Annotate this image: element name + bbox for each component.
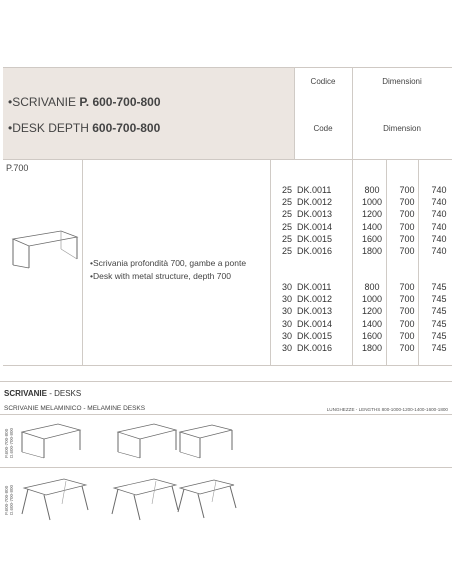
title-english: •DESK DEPTH 600-700-800 <box>8 121 161 135</box>
code-cell: DK.0016 <box>297 343 333 353</box>
height-cell: 745 <box>431 318 447 329</box>
width-cell: 1000 <box>361 294 383 305</box>
lengths-note: LUNGHEZZE - LENGTHS 800-1000-1200-1400-1600-1800 <box>326 407 448 412</box>
height-cell: 740 <box>431 246 447 256</box>
height-cell: 740 <box>431 185 447 195</box>
depth-cell: 700 <box>399 233 415 244</box>
code-cell: DK.0014 <box>297 221 333 232</box>
width-cell: 1800 <box>361 343 383 353</box>
quantity-cell: 25 <box>281 185 292 195</box>
desk-bridge-small <box>18 420 90 462</box>
height-cell: 740 <box>431 197 447 208</box>
depth-cell: 700 <box>399 330 415 341</box>
width-cell: 1400 <box>361 318 383 329</box>
description-english: •Desk with metal structure, depth 700 <box>90 271 231 281</box>
code-cell: DK.0013 <box>297 209 333 220</box>
table-row <box>3 319 452 331</box>
quantity-cell: 30 <box>281 330 292 341</box>
width-cell: 1400 <box>361 221 383 232</box>
quantity-cell: 25 <box>281 246 292 256</box>
depth-cell: 700 <box>399 282 415 292</box>
depth-cell: 700 <box>399 185 415 195</box>
section-title: SCRIVANIE - DESKS <box>4 389 82 398</box>
height-cell: 745 <box>431 343 447 353</box>
depth-cell: 700 <box>399 209 415 220</box>
height-cell: 740 <box>431 221 447 232</box>
width-cell: 800 <box>364 282 380 292</box>
quantity-cell: 25 <box>281 197 292 208</box>
code-cell: DK.0011 <box>297 185 332 195</box>
table-row <box>3 222 452 234</box>
table-row <box>3 246 452 258</box>
table-row <box>3 282 452 294</box>
height-cell: 745 <box>431 282 447 292</box>
table-row <box>3 197 452 209</box>
depth-cell: 700 <box>399 294 415 305</box>
section-divider <box>0 414 452 415</box>
code-cell: DK.0015 <box>297 233 333 244</box>
depth-label-vertical: D.600-700-800 <box>9 427 14 458</box>
code-cell: DK.0012 <box>297 197 333 208</box>
width-cell: 800 <box>364 185 380 195</box>
desk-bridge-large <box>176 420 248 462</box>
code-cell: DK.0014 <box>297 318 333 329</box>
title-italian: •SCRIVANIE P. 600-700-800 <box>8 95 161 109</box>
height-cell: 745 <box>431 330 447 341</box>
quantity-cell: 30 <box>281 282 292 292</box>
depth-label-vertical: P.600-700-800 <box>4 485 9 515</box>
desk-angled-large <box>174 474 254 524</box>
table-row <box>3 306 452 318</box>
section-divider <box>0 381 452 382</box>
depth-cell: 700 <box>399 318 415 329</box>
divider <box>294 67 295 160</box>
quantity-cell: 25 <box>281 209 292 220</box>
description-italian: •Scrivania profondità 700, gambe a ponte <box>90 258 247 268</box>
height-cell: 740 <box>431 209 447 220</box>
table-row <box>3 185 452 197</box>
depth-cell: 700 <box>399 343 415 353</box>
width-cell: 1000 <box>361 197 383 208</box>
quantity-cell: 25 <box>281 221 292 232</box>
code-cell: DK.0011 <box>297 282 332 292</box>
table-row <box>3 343 452 355</box>
depth-cell: 700 <box>399 221 415 232</box>
width-cell: 1200 <box>361 306 383 317</box>
desk-angled-small <box>18 474 98 524</box>
depth-cell: 700 <box>399 246 415 256</box>
code-cell: DK.0015 <box>297 330 333 341</box>
header-columns <box>294 67 452 160</box>
height-cell: 745 <box>431 306 447 317</box>
quantity-cell: 30 <box>281 306 292 317</box>
section-subtitle: SCRIVANIE MELAMINICO - MELAMINE DESKS <box>4 405 146 412</box>
col-code-it: Codice <box>310 77 336 86</box>
col-code-en: Code <box>313 124 333 133</box>
depth-label: P.700 <box>6 163 29 173</box>
header-title-block <box>3 67 294 160</box>
quantity-cell: 30 <box>281 318 292 329</box>
table-row <box>3 331 452 343</box>
col-dim-en: Dimension <box>383 124 421 133</box>
depth-cell: 700 <box>399 197 415 208</box>
code-cell: DK.0013 <box>297 306 333 317</box>
width-cell: 1200 <box>361 209 383 220</box>
width-cell: 1600 <box>361 330 383 341</box>
table-row <box>3 209 452 221</box>
section-divider <box>0 467 452 468</box>
table-row <box>3 234 452 246</box>
width-cell: 1600 <box>361 233 383 244</box>
table-row <box>3 294 452 306</box>
height-cell: 740 <box>431 233 447 244</box>
depth-label-vertical: P.600-700-800 <box>4 428 9 458</box>
code-cell: DK.0016 <box>297 246 333 256</box>
depth-cell: 700 <box>399 306 415 317</box>
depth-label-vertical: D.600-700-800 <box>9 484 14 515</box>
col-dim-it: Dimensioni <box>382 77 422 86</box>
quantity-cell: 30 <box>281 294 292 305</box>
height-cell: 745 <box>431 294 447 305</box>
quantity-cell: 25 <box>281 233 292 244</box>
code-cell: DK.0012 <box>297 294 333 305</box>
width-cell: 1800 <box>361 246 383 256</box>
quantity-cell: 30 <box>281 343 292 353</box>
